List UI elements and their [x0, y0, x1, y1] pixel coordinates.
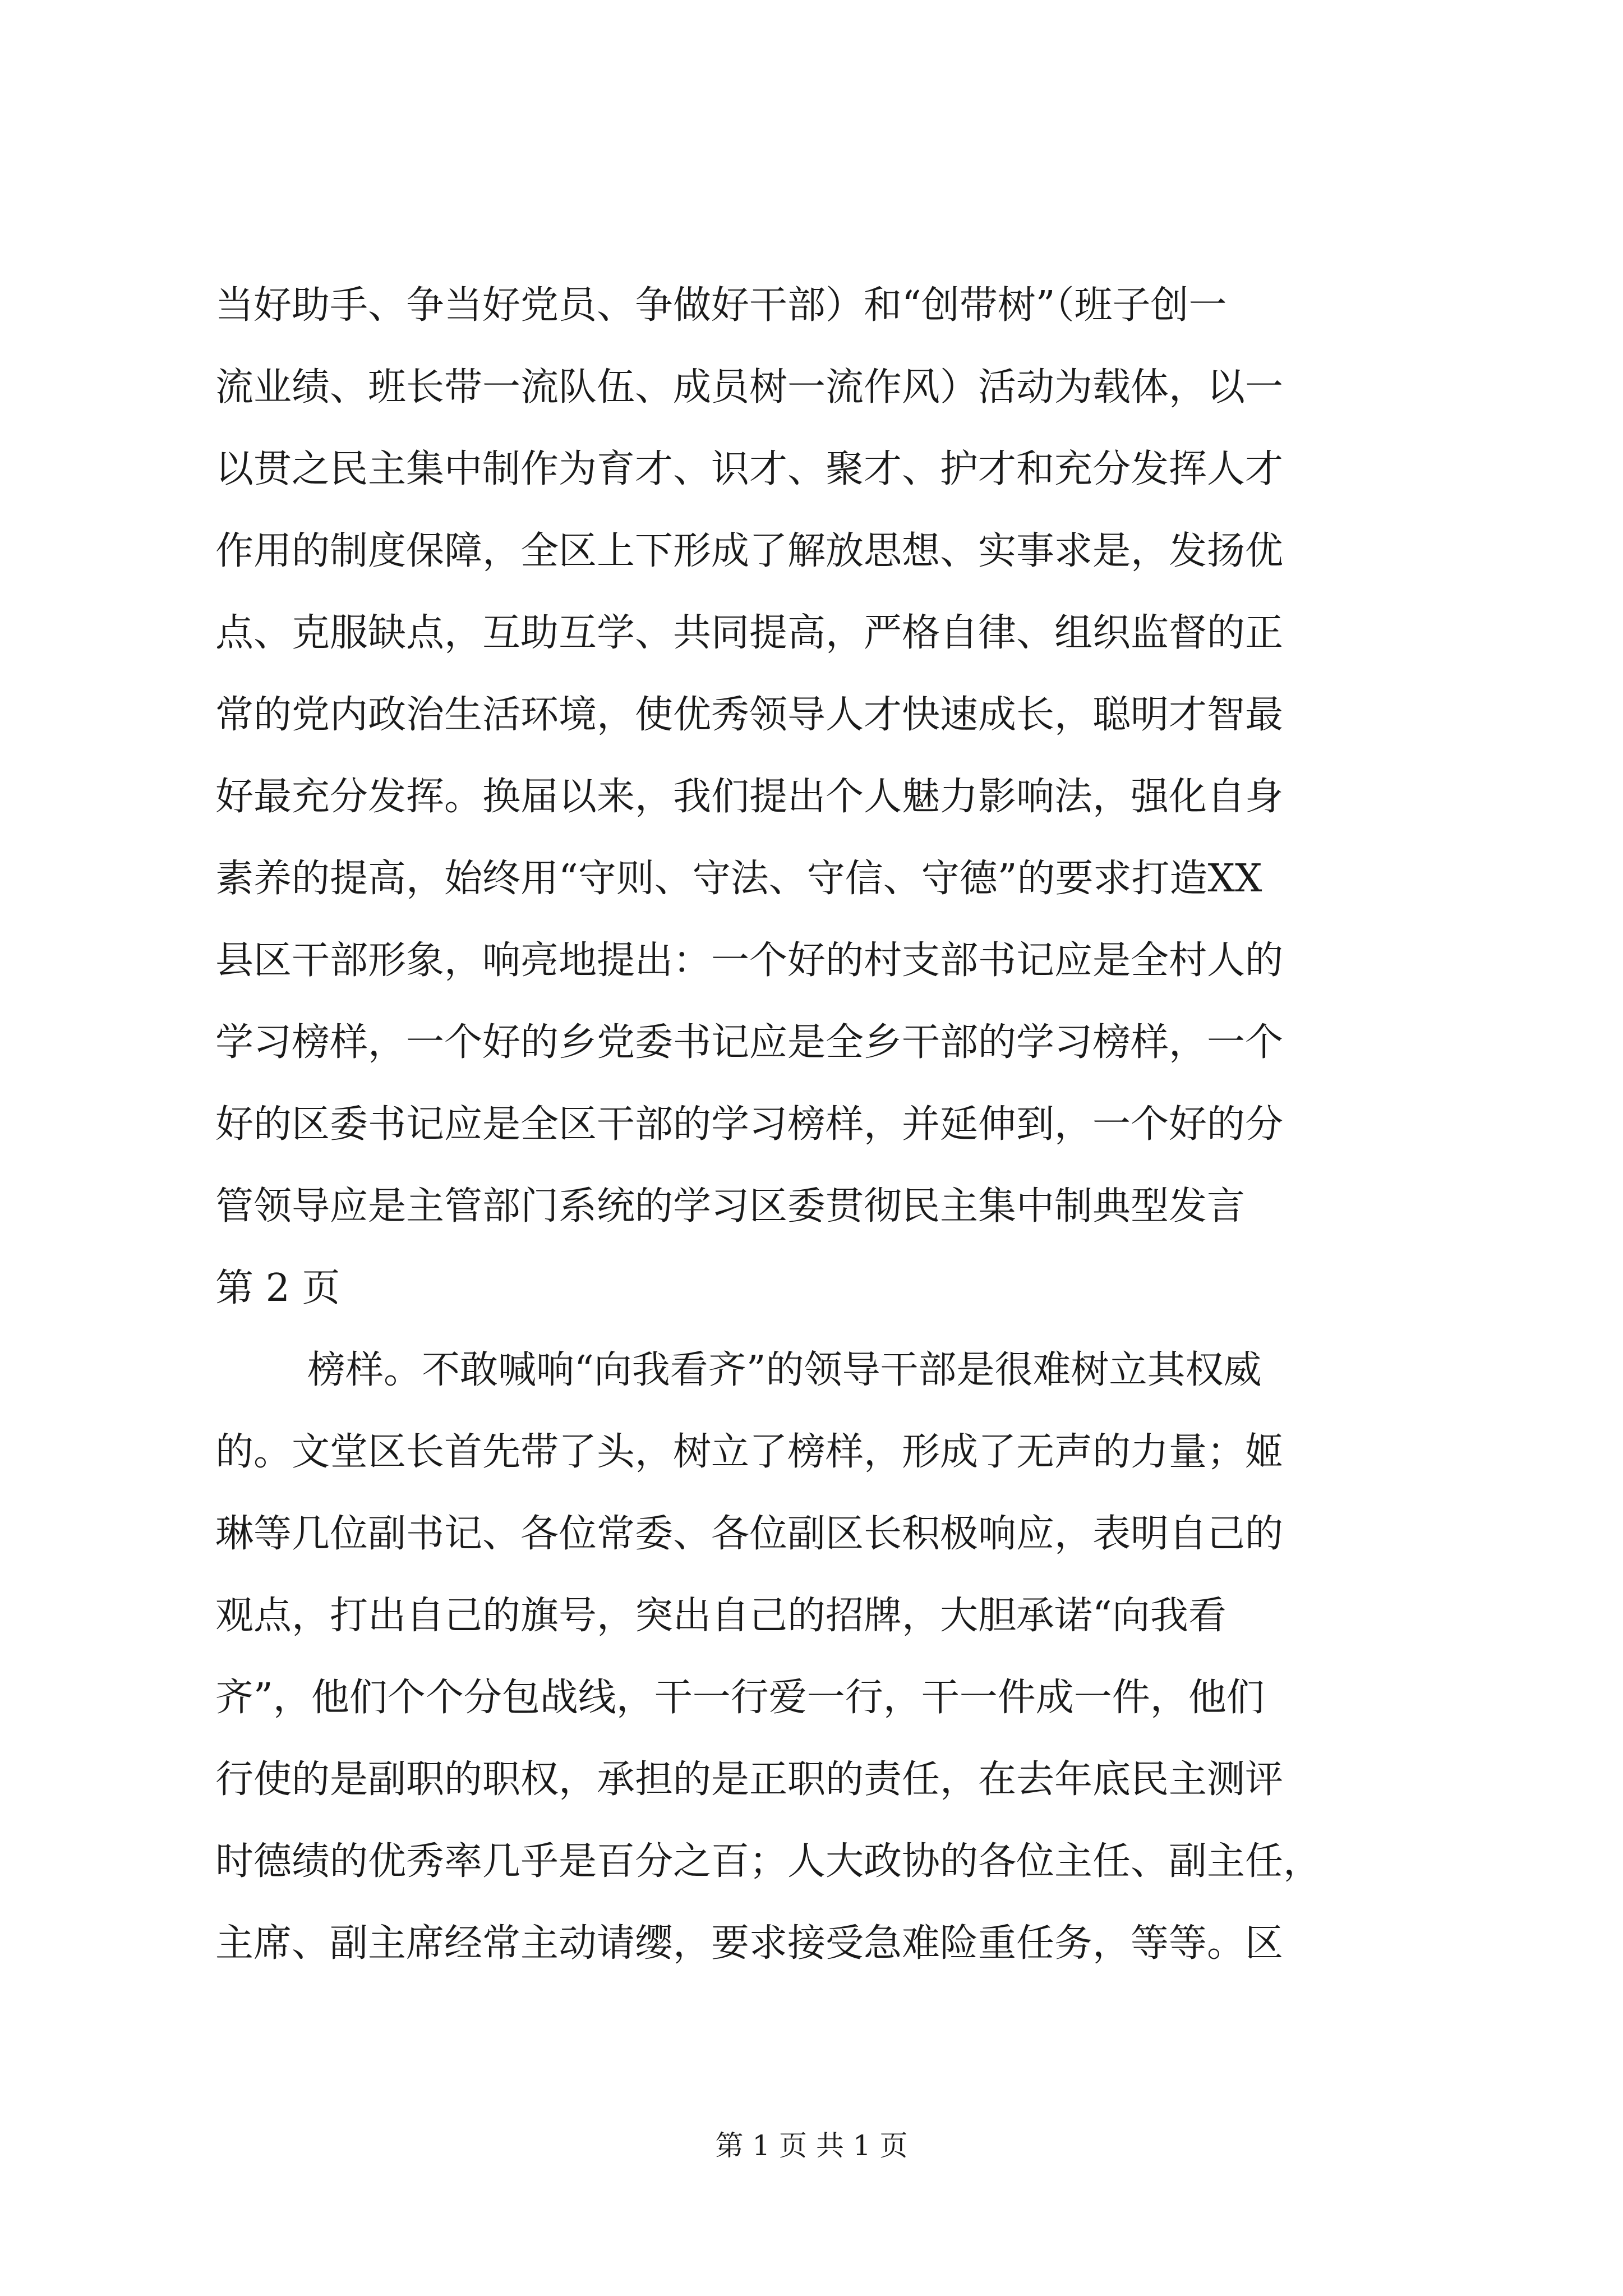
- text-line: 点、克服缺点，互助互学、共同提高，严格自律、组织监督的正: [215, 611, 1284, 655]
- text-line: 以贯之民主集中制作为育才、识才、聚才、护才和充分发挥人才: [215, 447, 1284, 491]
- text-line: 流业绩、班长带一流队伍、成员树一流作风）活动为载体，以一: [215, 365, 1284, 409]
- text-line: 当好助手、争当好党员、争做好干部）和“创带树”（班子创一: [215, 283, 1227, 328]
- text-line: 的。文堂区长首先带了头，树立了榜样，形成了无声的力量；姬: [215, 1430, 1284, 1474]
- text-line: 常的党内政治生活环境，使优秀领导人才快速成长，聪明才智最: [215, 693, 1284, 737]
- inline-page-marker: 第 2 页: [215, 1266, 340, 1310]
- text-line: 主席、副主席经常主动请缨，要求接受急难险重任务，等等。区: [215, 1921, 1284, 1966]
- text-line: 管领导应是主管部门系统的学习区委贯彻民主集中制典型发言: [215, 1184, 1246, 1228]
- text-line: 时德绩的优秀率几乎是百分之百；人大政协的各位主任、副主任，: [215, 1839, 1322, 1884]
- text-line: 观点，打出自己的旗号，突出自己的招牌，大胆承诺“向我看: [215, 1594, 1227, 1638]
- page-footer: 第 1 页 共 1 页: [715, 2129, 908, 2162]
- text-line: 琳等几位副书记、各位常委、各位副区长积极响应，表明自己的: [215, 1512, 1284, 1556]
- text-line: 县区干部形象，响亮地提出：一个好的村支部书记应是全村人的: [215, 938, 1284, 983]
- paragraph-first-line: 榜样。不敢喊响“向我看齐”的领导干部是很难树立其权威: [307, 1348, 1262, 1392]
- text-line: 素养的提高，始终用“守则、守法、守信、守德”的要求打造XX: [215, 857, 1262, 901]
- text-line: 学习榜样，一个好的乡党委书记应是全乡干部的学习榜样，一个: [215, 1020, 1284, 1065]
- text-line: 齐”，他们个个分包战线，干一行爱一行，干一件成一件，他们: [215, 1676, 1265, 1720]
- text-line: 作用的制度保障，全区上下形成了解放思想、实事求是，发扬优: [215, 529, 1284, 573]
- text-line: 好最充分发挥。换届以来，我们提出个人魅力影响法，强化自身: [215, 775, 1284, 819]
- text-line: 好的区委书记应是全区干部的学习榜样，并延伸到，一个好的分: [215, 1102, 1284, 1147]
- text-line: 行使的是副职的职权，承担的是正职的责任，在去年底民主测评: [215, 1757, 1284, 1802]
- body-text: [215, 265, 1415, 1985]
